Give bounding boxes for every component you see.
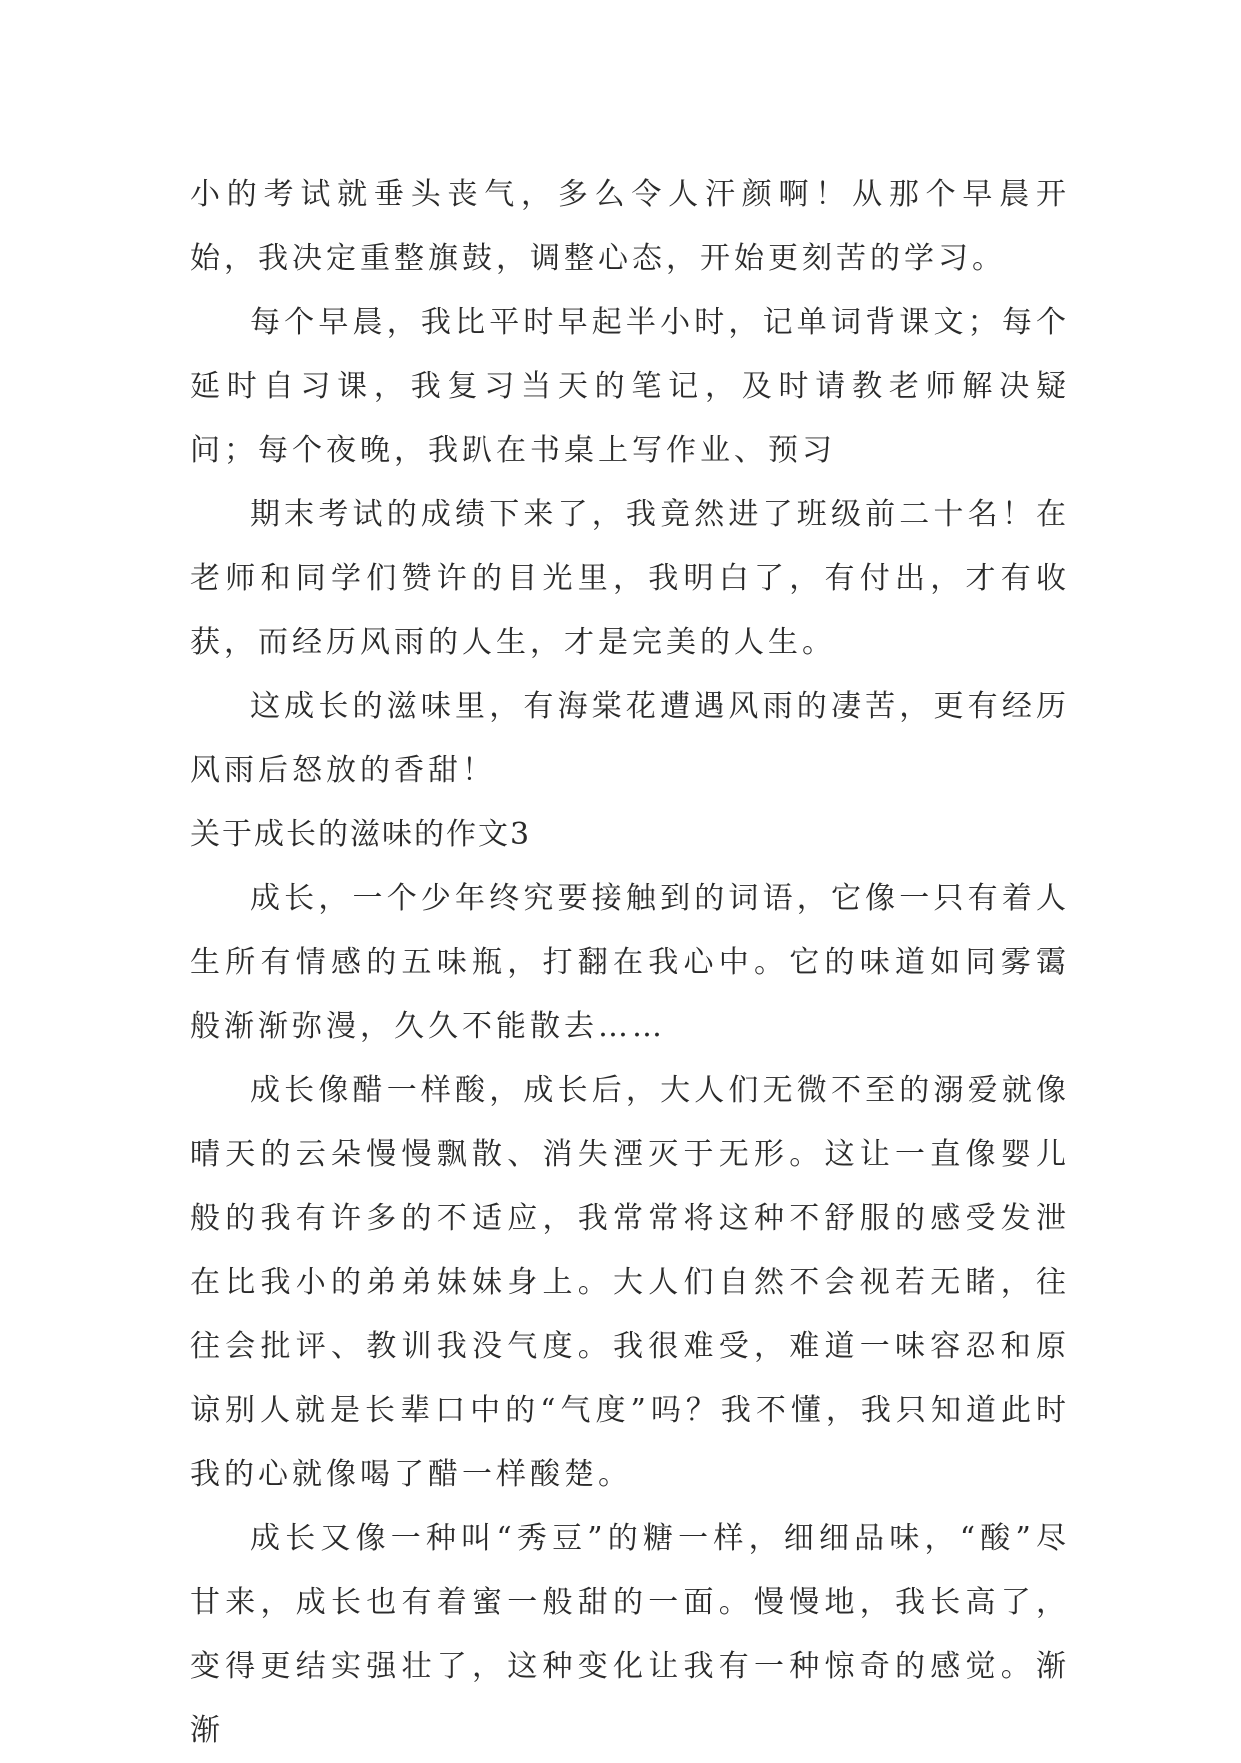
document-body [190,163,1070,1763]
paragraph: 成长又像一种叫“秀豆”的糖一样，细细品味，“酸”尽甘来，成长也有着蜜一般甜的一面。慢慢地，我长高了，变得更结实强壮了，这种变化让我有一种惊奇的感觉。渐渐 [190,1521,1070,1748]
paragraph: 成长像醋一样酸，成长后，大人们无微不至的溺爱就像晴天的云朵慢慢飘散、消失湮灭于无形。这让一直像婴儿般的我有许多的不适应，我常常将这种不舒服的感受发泄在比我小的弟弟妹妹身上。大人们自然不会视若无睹，往往会批评、教训我没气度。我很难受，难道一味容忍和原谅别人就是长辈口中的“气度”吗？我不懂，我只知道此时我的心就像喝了醋一样酸楚。 [190,1073,1070,1492]
paragraph: 这成长的滋味里，有海棠花遭遇风雨的凄苦，更有经历风雨后怒放的香甜！ [190,689,1070,788]
paragraph: 成长，一个少年终究要接触到的词语，它像一只有着人生所有情感的五味瓶，打翻在我心中。它的味道如同雾霭般渐渐弥漫，久久不能散去…… [190,881,1070,1044]
paragraph: 期末考试的成绩下来了，我竟然进了班级前二十名！在老师和同学们赞许的目光里，我明白了，有付出，才有收获，而经历风雨的人生，才是完美的人生。 [190,497,1070,660]
paragraph-continuation: 小的考试就垂头丧气，多么令人汗颜啊！从那个早晨开始，我决定重整旗鼓，调整心态，开始更刻苦的学习。 [190,177,1070,276]
paragraph: 每个早晨，我比平时早起半小时，记单词背课文；每个延时自习课，我复习当天的笔记，及时请教老师解决疑问；每个夜晚，我趴在书桌上写作业、预习 [190,305,1070,468]
section-heading: 关于成长的滋味的作文3 [190,817,532,852]
